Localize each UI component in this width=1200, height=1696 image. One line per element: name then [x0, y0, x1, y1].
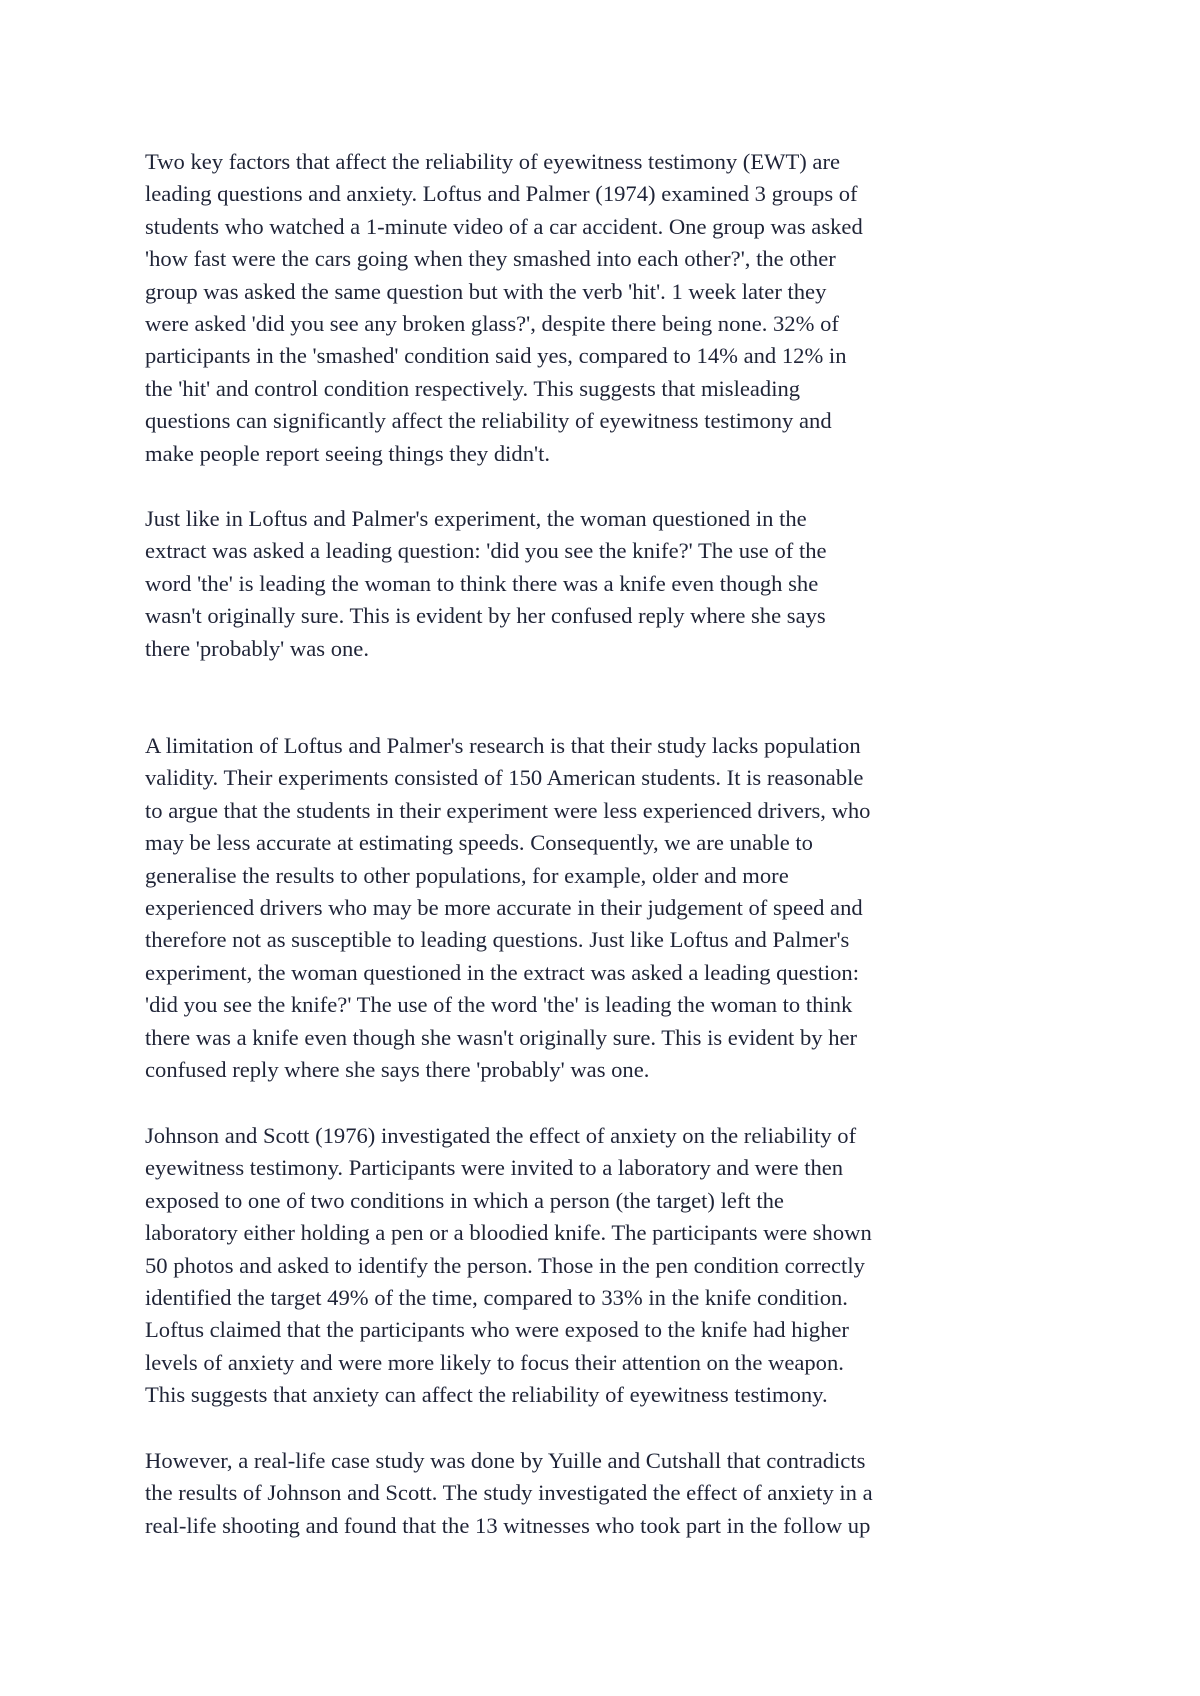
- text-line: levels of anxiety and were more likely to focus their attention on the weapon.: [145, 1349, 844, 1375]
- text-line: wasn't originally sure. This is evident by her confused reply where she says: [145, 603, 826, 629]
- text-line: may be less accurate at estimating speeds. Consequently, we are unable to: [145, 830, 813, 856]
- text-line: there was a knife even though she wasn't originally sure. This is evident by her: [145, 1024, 858, 1050]
- text-line: 50 photos and asked to identify the person. Those in the pen condition correctly: [145, 1252, 865, 1278]
- text-line: leading questions and anxiety. Loftus and Palmer (1974) examined 3 groups of: [145, 181, 858, 207]
- paragraph-yuille-cutshall: [145, 1445, 1085, 1542]
- text-line: to argue that the students in their experiment were less experienced drivers, who: [145, 797, 871, 823]
- text-line: were asked 'did you see any broken glass?', despite there being none. 32% of: [145, 310, 839, 336]
- text-line: laboratory either holding a pen or a bloodied knife. The participants were shown: [145, 1220, 872, 1246]
- text-line: This suggests that anxiety can affect the reliability of eyewitness testimony.: [145, 1382, 828, 1408]
- text-line: eyewitness testimony. Participants were invited to a laboratory and were then: [145, 1155, 844, 1181]
- paragraph-johnson-scott: [145, 1120, 1085, 1412]
- text-line: participants in the 'smashed' condition said yes, compared to 14% and 12% in: [145, 343, 847, 369]
- text-line: However, a real-life case study was done by Yuille and Cutshall that contradicts: [145, 1448, 866, 1473]
- text-line: 'how fast were the cars going when they smashed into each other?', the other: [145, 246, 836, 272]
- text-line: validity. Their experiments consisted of 150 American students. It is reasonable: [145, 765, 864, 791]
- text-line: Loftus claimed that the participants who were exposed to the knife had higher: [145, 1317, 849, 1343]
- text-line: A limitation of Loftus and Palmer's research is that their study lacks population: [145, 733, 861, 758]
- text-line: 'did you see the knife?' The use of the word 'the' is leading the woman to think: [145, 992, 853, 1018]
- text-line: therefore not as susceptible to leading questions. Just like Loftus and Palmer's: [145, 927, 850, 953]
- text-line: real-life shooting and found that the 13 witnesses who took part in the follow up: [145, 1512, 871, 1538]
- text-line: group was asked the same question but with the verb 'hit'. 1 week later they: [145, 278, 827, 304]
- text-line: generalise the results to other populations, for example, older and more: [145, 862, 789, 888]
- text-line: exposed to one of two conditions in which a person (the target) left the: [145, 1187, 784, 1213]
- paragraph-ewt-factors: [145, 146, 1085, 470]
- text-line: make people report seeing things they didn't.: [145, 440, 551, 466]
- text-line: Two key factors that affect the reliability of eyewitness testimony (EWT) are: [145, 149, 841, 174]
- paragraph-extract-application: [145, 503, 1085, 665]
- text-line: confused reply where she says there 'probably' was one.: [145, 1056, 650, 1082]
- text-line: experiment, the woman questioned in the extract was asked a leading question:: [145, 959, 859, 985]
- paragraph-limitation: [145, 730, 1085, 1086]
- text-line: identified the target 49% of the time, compared to 33% in the knife condition.: [145, 1284, 848, 1310]
- text-line: the 'hit' and control condition respectively. This suggests that misleading: [145, 375, 801, 401]
- text-line: Johnson and Scott (1976) investigated the effect of anxiety on the reliability of: [145, 1123, 857, 1148]
- text-line: experienced drivers who may be more accurate in their judgement of speed and: [145, 894, 863, 920]
- text-line: there 'probably' was one.: [145, 635, 369, 661]
- text-line: Just like in Loftus and Palmer's experiment, the woman questioned in the: [145, 506, 807, 531]
- text-line: extract was asked a leading question: 'did you see the knife?' The use of the: [145, 538, 827, 564]
- text-line: questions can significantly affect the reliability of eyewitness testimony and: [145, 408, 832, 434]
- text-line: the results of Johnson and Scott. The study investigated the effect of anxiety in a: [145, 1480, 873, 1506]
- text-line: students who watched a 1-minute video of a car accident. One group was asked: [145, 213, 863, 239]
- text-line: word 'the' is leading the woman to think there was a knife even though she: [145, 570, 819, 596]
